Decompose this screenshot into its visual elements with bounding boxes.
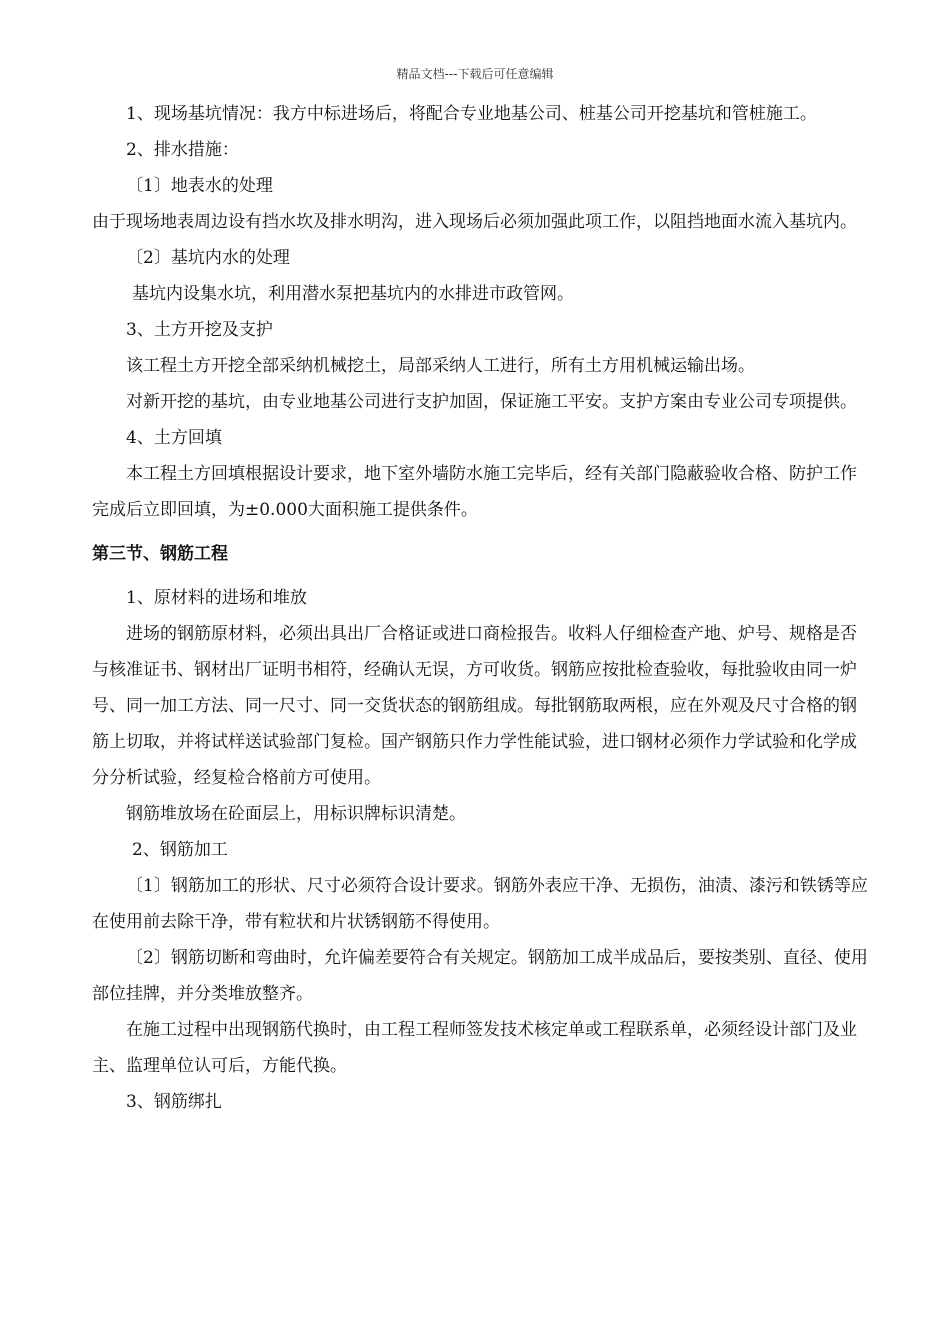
paragraph: 由于现场地表周边设有挡水坎及排水明沟，进入现场后必须加强此项工作，以阻挡地面水流入基坑内。 xyxy=(92,212,857,232)
paragraph: 进场的钢筋原材料，必须出具出厂合格证或进口商检报告。收料人仔细检查产地、炉号、规格是否与核准证书、钢材出厂证明书相符，经确认无误，方可收货。钢筋应按批检查验收，每批验收由同一炉号、同一加工方法、同一尺寸、同一交货状态的钢筋组成。每批钢筋取两根，应在外观及尺寸合格的钢筋上切取，并将试样送试验部门复检。国产钢筋只作力学性能试验，进口钢材必须作力学试验和化学成分分析试验，经复检合格前方可使用。 xyxy=(92,624,857,788)
document-body xyxy=(92,96,872,1120)
paragraph: 〔1〕钢筋加工的形状、尺寸必须符合设计要求。钢筋外表应干净、无损伤，油渍、漆污和铁锈等应在使用前去除干净，带有粒状和片状锈钢筋不得使用。 xyxy=(92,876,868,932)
paragraph: 3、土方开挖及支护 xyxy=(126,320,273,340)
paragraph: 在施工过程中出现钢筋代换时，由工程工程师签发技术核定单或工程联系单，必须经设计部门及业主、监理单位认可后，方能代换。 xyxy=(92,1020,857,1076)
paragraph: 本工程土方回填根据设计要求，地下室外墙防水施工完毕后，经有关部门隐蔽验收合格、防护工作完成后立即回填，为±0.000大面积施工提供条件。 xyxy=(92,464,857,520)
paragraph: 2、排水措施： xyxy=(126,140,239,160)
paragraph: 4、土方回填 xyxy=(126,428,222,448)
paragraph: 对新开挖的基坑，由专业地基公司进行支护加固，保证施工平安。支护方案由专业公司专项提供。 xyxy=(126,392,857,412)
paragraph: 〔1〕地表水的处理 xyxy=(126,176,273,196)
paragraph: 3、钢筋绑扎 xyxy=(126,1092,222,1112)
paragraph: 1、原材料的进场和堆放 xyxy=(126,588,307,608)
page-header: 精品文档---下载后可任意编辑 xyxy=(396,67,554,81)
section-heading: 第三节、钢筋工程 xyxy=(92,544,228,564)
paragraph: 该工程土方开挖全部采纳机械挖土，局部采纳人工进行，所有土方用机械运输出场。 xyxy=(126,356,755,376)
paragraph: 〔2〕钢筋切断和弯曲时，允许偏差要符合有关规定。钢筋加工成半成品后，要按类别、直径、使用部位挂牌，并分类堆放整齐。 xyxy=(92,948,868,1004)
paragraph: 基坑内设集水坑，利用潜水泵把基坑内的水排进市政管网。 xyxy=(132,284,574,304)
paragraph: 2、钢筋加工 xyxy=(132,840,228,860)
paragraph: 〔2〕基坑内水的处理 xyxy=(126,248,290,268)
paragraph: 钢筋堆放场在砼面层上，用标识牌标识清楚。 xyxy=(126,804,466,824)
paragraph: 1、现场基坑情况：我方中标进场后，将配合专业地基公司、桩基公司开挖基坑和管桩施工。 xyxy=(126,104,817,124)
